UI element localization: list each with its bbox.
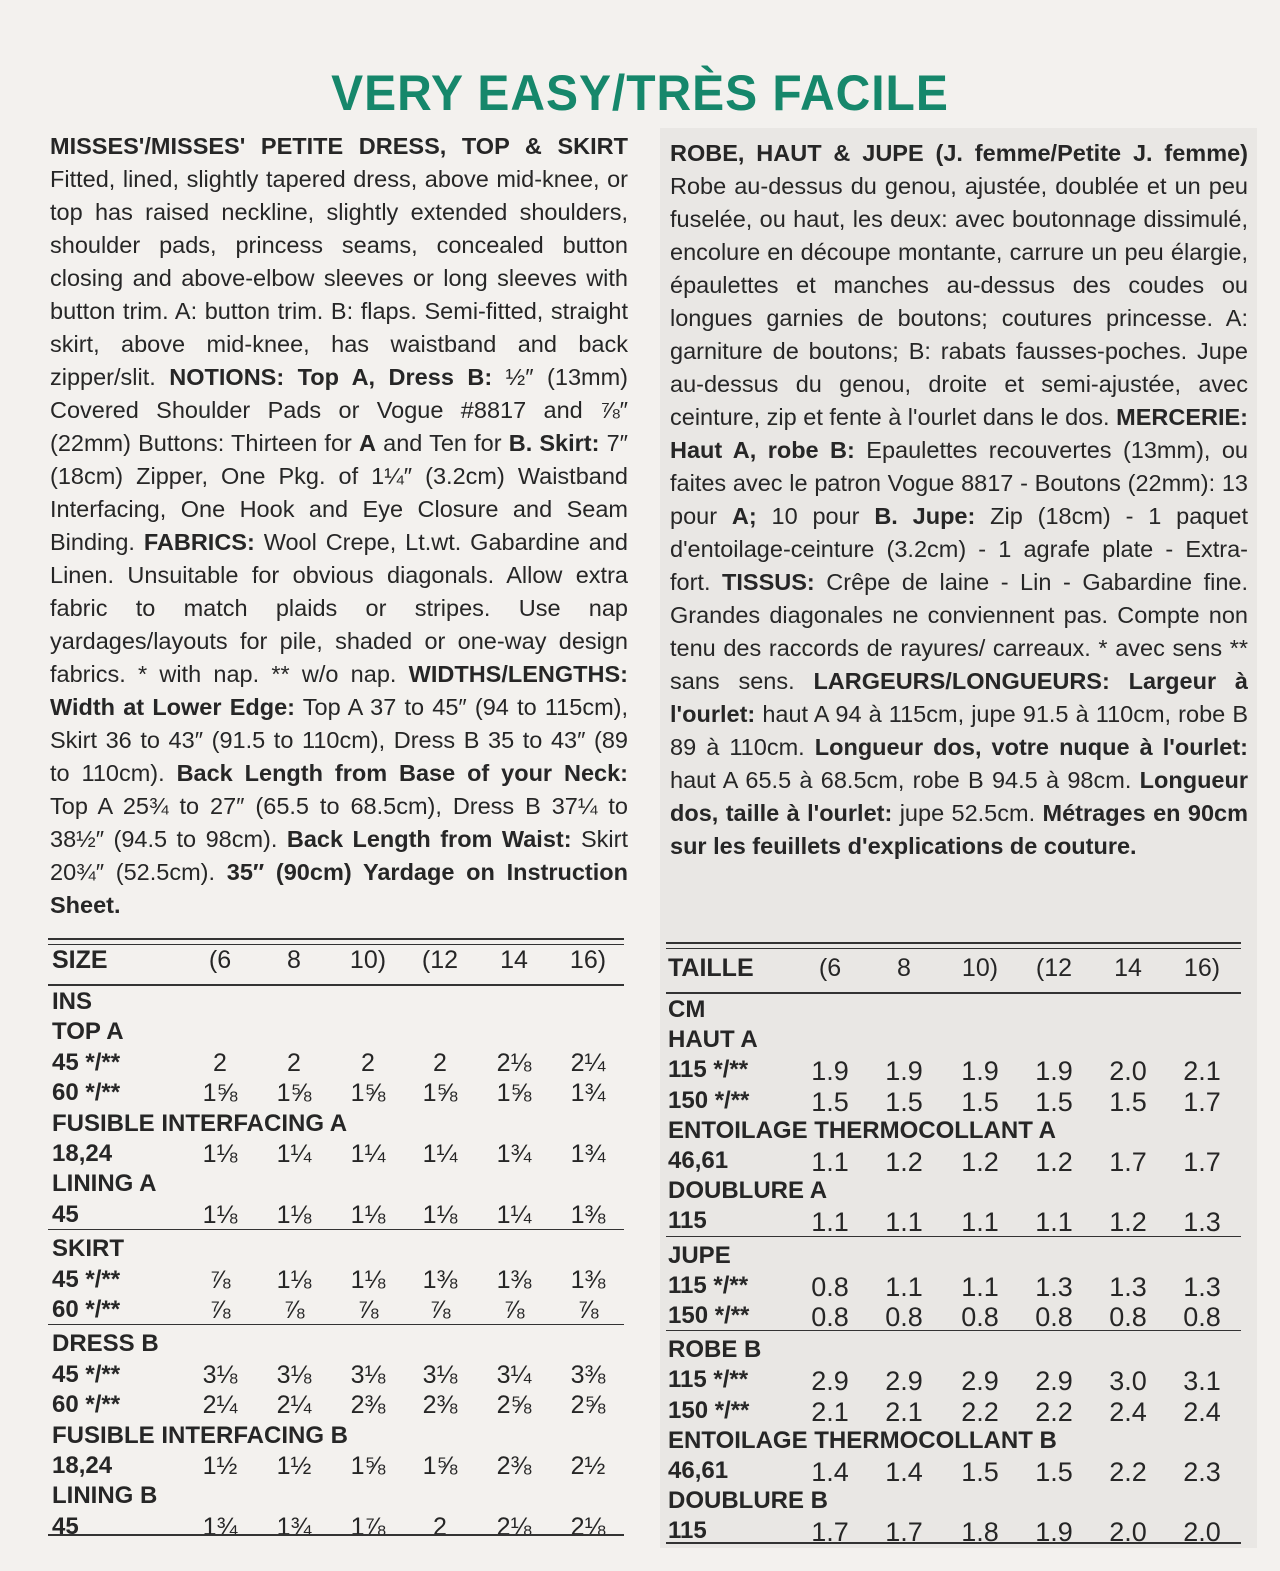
yardage-value: 1.2	[1035, 1147, 1073, 1177]
row-label: 45 */**	[52, 1048, 121, 1076]
section-rule	[48, 1324, 624, 1325]
table-top-rule	[48, 938, 624, 940]
row-label: TOP A	[52, 1018, 124, 1046]
yardage-value: 3¼	[496, 1360, 532, 1389]
row-label: 150 */**	[668, 1302, 750, 1329]
yardage-value: 1¾	[496, 1140, 532, 1168]
jupe-text: Zip (18cm) - 1 paquet d'entoilage-ceinture (3.2cm) - 1 agrafe plate - Extra-fort.	[670, 503, 1249, 595]
yardage-value: 3⅛	[202, 1360, 238, 1389]
yardage-value: 1.7	[885, 1517, 923, 1548]
table-row	[668, 1242, 1241, 1272]
yardage-value: 1⅝	[350, 1079, 386, 1108]
yardage-value: 1¾	[570, 1140, 606, 1168]
yardage-value: 2¼	[276, 1391, 312, 1420]
yardage-value: 1¼	[422, 1140, 458, 1168]
yardage-value: 1.1	[811, 1147, 849, 1177]
yardage-value: 2.9	[961, 1366, 999, 1397]
yardage-value: 1.4	[811, 1457, 849, 1487]
table-row	[52, 1170, 624, 1200]
yardage-value: 1.1	[885, 1271, 923, 1302]
table-bottom-rule	[48, 1534, 624, 1536]
english-heading: MISSES'/MISSES' PETITE DRESS, TOP & SKIRT	[50, 133, 628, 159]
yardage-value: 3⅜	[570, 1360, 606, 1389]
yardage-value: 2.0	[1183, 1517, 1221, 1548]
row-label: 46,61	[668, 1457, 729, 1484]
yardage-value: 2⅛	[496, 1048, 532, 1077]
row-label: JUPE	[668, 1241, 731, 1269]
yardage-value: 1.3	[1035, 1271, 1073, 1302]
row-label: 115 */**	[668, 1056, 749, 1084]
page-title: VERY EASY/TRÈS FACILE	[331, 65, 949, 121]
yardage-value: 1½	[276, 1452, 312, 1480]
yardage-value: 1⅛	[276, 1265, 312, 1294]
yardage-value: 1.9	[811, 1056, 849, 1087]
yardage-value: 2.4	[1183, 1396, 1221, 1427]
widths-label: WIDTHS/LENGTHS: Width at Lower Edge:	[50, 661, 628, 720]
mercerie-text: Epaulettes recouvertes (13mm), ou faites avec le patron Vogue 8817 - Boutons (22mm): 13 pour	[670, 437, 1248, 529]
yardage-value: 1⅞	[350, 1512, 386, 1541]
size-column-header: 10)	[961, 954, 999, 982]
yardage-value: 1.2	[961, 1147, 999, 1177]
mercerie-mid: 10 pour	[771, 503, 860, 529]
taille-label: Longueur dos, taille à l'ourlet:	[670, 767, 1248, 826]
waist-length-label: Back Length from Waist:	[286, 826, 572, 852]
yardage-value: 1.5	[811, 1086, 849, 1117]
yardage-value: 1⅜	[496, 1265, 532, 1294]
skirt-text: 7″ (18cm) Zipper, One Pkg. of 1¼″ (3.2cm) Waistband Interfacing, One Hook and Eye Closure and Seam Binding.	[50, 430, 628, 555]
table-header	[52, 946, 624, 980]
yardage-value: 1¼	[276, 1140, 312, 1168]
yardage-value: 2⅝	[496, 1391, 532, 1420]
row-label: DOUBLURE B	[668, 1487, 828, 1515]
largeurs-label: LARGEURS/LONGUEURS: Largeur à l'ourlet:	[670, 668, 1248, 727]
yardage-value: 1⅛	[350, 1265, 386, 1294]
row-label: 115 */**	[668, 1271, 749, 1299]
yardage-value: 1.5	[1035, 1457, 1073, 1487]
table-row	[668, 1487, 1241, 1517]
notions-label: NOTIONS: Top A, Dress B:	[169, 364, 493, 390]
longueur-text: haut A 65.5 à 68.5cm, robe B 94.5 à 98cm.	[670, 767, 1132, 793]
yardage-value: 0.8	[811, 1302, 849, 1332]
yardage-value: 2¼	[202, 1391, 238, 1420]
row-label: DOUBLURE A	[668, 1177, 828, 1205]
yardage-value: 2.0	[1109, 1517, 1147, 1548]
yardage-value: 2.3	[1183, 1457, 1221, 1487]
yardage-value: 2	[213, 1048, 227, 1077]
yardage-value: 2.1	[885, 1396, 923, 1427]
table-row	[52, 1049, 624, 1079]
table-row	[668, 996, 1241, 1026]
row-label: 18,24	[52, 1140, 113, 1167]
metrages-label: Métrages en 90cm sur les feuillets d'explications de couture.	[670, 800, 1248, 859]
yardage-value: 2.1	[1183, 1056, 1221, 1087]
row-label: 150 */**	[668, 1396, 750, 1424]
fabrics-text: Wool Crepe, Lt.wt. Gabardine and Linen. Unsuitable for obvious diagonals. Allow extra fabric to match plaids or stripes. Use nap yardages/layouts for pile, shaded or one-way design fabrics. * with nap. ** w/o nap.	[50, 529, 628, 687]
table-row	[668, 1087, 1241, 1117]
row-label: LINING A	[52, 1170, 157, 1198]
yardage-value: 2.2	[961, 1396, 999, 1427]
yardage-value: 1⅛	[422, 1200, 458, 1229]
yardage-value: 1.9	[885, 1056, 923, 1087]
row-label: 45	[52, 1200, 79, 1228]
header-rule	[48, 984, 624, 986]
size-column-header: 16)	[569, 946, 607, 974]
size-column-header: (12	[421, 946, 459, 974]
tissus-label: TISSUS:	[722, 569, 815, 595]
yardage-value: ⅞	[209, 1265, 231, 1294]
header-rule	[666, 992, 1241, 994]
yardage-value: 2⅛	[496, 1512, 532, 1541]
table-row	[668, 1397, 1241, 1427]
table-row	[668, 1302, 1241, 1332]
row-label: 115	[668, 1207, 707, 1235]
row-label: LINING B	[52, 1482, 158, 1510]
row-label: SKIRT	[52, 1235, 124, 1263]
table-row	[668, 1147, 1241, 1177]
table-row	[668, 1026, 1241, 1056]
yardage-value: 1⅝	[422, 1079, 458, 1108]
size-column-header: 14	[1114, 954, 1142, 982]
size-label: TAILLE	[668, 954, 754, 982]
yardage-value: 1⅝	[496, 1079, 532, 1108]
section-rule	[666, 1330, 1241, 1331]
yardage-value: 3⅛	[350, 1360, 386, 1389]
yardage-value: 1.9	[1035, 1056, 1073, 1087]
yardage-value: 1¼	[496, 1200, 532, 1229]
yardage-value: 1¼	[350, 1140, 386, 1168]
size-column-header: 10)	[349, 946, 387, 974]
yardage-value: 2¼	[570, 1048, 606, 1077]
size-column-header: (12	[1035, 954, 1073, 982]
yardage-value: 1⅜	[570, 1200, 606, 1229]
table-row	[52, 1296, 624, 1326]
yardage-value: 1.5	[1035, 1086, 1073, 1117]
yardage-value: 1.7	[1183, 1086, 1221, 1117]
yardage-value: 2.0	[1109, 1056, 1147, 1087]
table-row	[52, 1110, 624, 1140]
jupe-label: Jupe:	[912, 503, 976, 529]
row-label: FUSIBLE INTERFACING B	[52, 1421, 349, 1449]
yardage-value: 1.9	[1035, 1517, 1073, 1548]
waist-length-text: Skirt 20¾″ (52.5cm).	[50, 826, 628, 885]
yardage-value: 2.9	[885, 1366, 923, 1397]
largeurs-text: haut A 94 à 115cm, jupe 91.5 à 110cm, robe B 89 à 110cm.	[670, 701, 1248, 760]
table-row	[668, 1427, 1241, 1457]
section-rule	[666, 1236, 1241, 1237]
notions-text: ½″ (13mm) Covered Shoulder Pads or Vogue #8817 and ⅞″ (22mm) Buttons: Thirteen for	[50, 364, 628, 456]
yardage-value: 1.8	[961, 1517, 999, 1548]
yardage-value: 2.9	[1035, 1366, 1073, 1397]
yardage-value: 0.8	[961, 1302, 999, 1332]
row-label: 60 */**	[52, 1296, 121, 1323]
yardage-value: 1⅛	[202, 1200, 238, 1229]
row-label: 46,61	[668, 1147, 729, 1174]
yardage-value: 2	[433, 1048, 447, 1077]
yardage-value: 1.2	[1109, 1207, 1147, 1238]
yardage-value: 2⅛	[570, 1512, 606, 1541]
longueur-label: Longueur dos, votre nuque à l'ourlet:	[814, 734, 1248, 760]
fabrics-label: FABRICS:	[143, 529, 255, 555]
size-column-header: (6	[818, 954, 842, 982]
yardage-value: 1.3	[1183, 1207, 1221, 1238]
size-column-header: 16)	[1183, 954, 1221, 982]
yardage-value: 2.1	[811, 1396, 849, 1427]
row-label: 45 */**	[52, 1360, 121, 1388]
yardage-value: 2.2	[1109, 1457, 1147, 1487]
table-row	[668, 1056, 1241, 1086]
table-row	[668, 1457, 1241, 1487]
yardage-value: 1.1	[1035, 1207, 1073, 1238]
row-label: 18,24	[52, 1452, 113, 1479]
row-label: ENTOILAGE THERMOCOLLANT B	[668, 1426, 1057, 1454]
taille-text: jupe 52.5cm.	[899, 800, 1036, 826]
yardage-value: 3⅛	[276, 1360, 312, 1389]
row-label: ROBE B	[668, 1336, 762, 1364]
yardage-value: 0.8	[1109, 1302, 1147, 1332]
yardage-value: 2⅝	[570, 1391, 606, 1420]
yardage-value: 0.8	[811, 1271, 849, 1302]
french-heading: ROBE, HAUT & JUPE (J. femme/Petite J. femme)	[670, 140, 1248, 166]
mercerie-b: B.	[874, 503, 898, 529]
section-rule	[48, 1229, 624, 1230]
table-row	[668, 1207, 1241, 1237]
yardage-value: 1¾	[570, 1079, 606, 1108]
mercerie-label: MERCERIE: Haut A, robe B:	[670, 404, 1248, 463]
yardage-value: 1⅜	[422, 1265, 458, 1294]
yardage-value: 1⅜	[570, 1265, 606, 1294]
yardage-value: 1¾	[202, 1512, 238, 1541]
row-label: 115 */**	[668, 1366, 749, 1394]
yardage-value: ⅞	[357, 1296, 379, 1324]
table-top-rule-2	[666, 948, 1241, 949]
yardage-value: 0.8	[885, 1302, 923, 1332]
row-label: INS	[52, 988, 93, 1015]
yardage-value: 1.7	[811, 1517, 849, 1548]
row-label: DRESS B	[52, 1330, 159, 1358]
yardage-table-french	[666, 942, 1241, 1548]
row-label: 45 */**	[52, 1265, 121, 1293]
size-column-header: 14	[500, 946, 528, 974]
table-top-rule-2	[48, 944, 624, 945]
yardage-value: 1.9	[961, 1056, 999, 1087]
yardage-value: 2⅜	[496, 1452, 532, 1480]
mercerie-a: A;	[731, 503, 757, 529]
yardage-value: 1.1	[961, 1207, 999, 1238]
table-row	[52, 1391, 624, 1421]
yardage-value: 1⅛	[202, 1140, 238, 1168]
yardage-value: 2	[433, 1512, 447, 1541]
back-length-text: Top A 25¾ to 27″ (65.5 to 68.5cm), Dress B 37¼ to 38½″ (94.5 to 98cm).	[50, 793, 628, 852]
english-body: Fitted, lined, slightly tapered dress, above mid-knee, or top has raised neckline, slightly extended shoulders, shoulder pads, princess seams, concealed button closing and above-elbow sleeves or long sleeves with button trim. A: button trim. B: flaps. Semi-fitted, straight skirt, above mid-knee, has waistband and back zipper/slit.	[50, 166, 628, 390]
yardage-value: 0.8	[1035, 1302, 1073, 1332]
row-label: CM	[668, 996, 706, 1023]
row-label: 115	[668, 1517, 707, 1545]
table-row	[52, 1330, 624, 1360]
notions-b: B.	[508, 430, 533, 456]
english-description	[50, 130, 628, 922]
yardage-value: 1.5	[961, 1457, 999, 1487]
yardage-value: ⅞	[283, 1296, 305, 1324]
french-body: Robe au-dessus du genou, ajustée, doublée et un peu fuselée, ou haut, les deux: avec boutonnage dissimulé, encolure en découpe montante, carrure un peu élargie, épaulettes et manches au-dessus des coudes ou longues garnies de boutons; coutures princesse. A: garniture de boutons; B: rabats fausses-poches. Jupe au-dessus du genou, droite et semi-ajustée, avec ceinture, zip et fente à l'ourlet dans le dos.	[670, 173, 1248, 430]
table-row	[668, 1366, 1241, 1396]
yardage-value: 1½	[202, 1452, 238, 1480]
row-label: 45	[52, 1512, 79, 1540]
table-row	[668, 1117, 1241, 1147]
yardage-value: 2⅜	[422, 1391, 458, 1420]
yardage-value: 1.5	[1109, 1086, 1147, 1117]
yardage-value: 2	[361, 1048, 375, 1077]
yardage-value: 1⅝	[422, 1452, 458, 1480]
yardage-value: 1⅝	[350, 1452, 386, 1480]
table-row	[52, 1201, 624, 1231]
size-label: SIZE	[52, 946, 108, 974]
size-column-header: 8	[897, 954, 911, 982]
size-column-header: (6	[208, 946, 232, 974]
yardage-value: 1.1	[961, 1271, 999, 1302]
yardage-value: 1⅛	[350, 1200, 386, 1229]
yardage-value: 1⅝	[276, 1079, 312, 1108]
yardage-value: ⅞	[209, 1296, 231, 1324]
yardage-label: 35″ (90cm) Yardage on Instruction Sheet.	[50, 859, 628, 918]
yardage-value: ⅞	[429, 1296, 451, 1324]
yardage-value: 0.8	[1183, 1302, 1221, 1332]
back-length-label: Back Length from Base of your Neck:	[176, 760, 628, 786]
tissus-text: Crêpe de laine - Lin - Gabardine fine. Grandes diagonales ne conviennent pas. Compte non tenu des raccords de rayures/ carreaux. * avec sens ** sans sens.	[670, 569, 1249, 694]
yardage-value: 1.7	[1183, 1147, 1221, 1177]
table-row	[52, 1513, 624, 1543]
table-row	[668, 1177, 1241, 1207]
yardage-value: ⅞	[503, 1296, 525, 1324]
widths-text: Top A 37 to 45″ (94 to 115cm), Skirt 36 to 43″ (91.5 to 110cm), Dress B 35 to 43″ (89 to 110cm).	[50, 694, 629, 786]
yardage-value: 1⅛	[276, 1200, 312, 1229]
yardage-value: 2⅜	[350, 1391, 386, 1420]
table-row	[668, 1272, 1241, 1302]
table-row	[52, 1018, 624, 1048]
yardage-value: 1⅝	[202, 1079, 238, 1108]
yardage-value: 2.2	[1035, 1396, 1073, 1427]
row-label: HAUT A	[668, 1026, 758, 1054]
table-row	[668, 1336, 1241, 1366]
table-row	[52, 1452, 624, 1482]
yardage-value: 1.4	[885, 1457, 923, 1487]
notions-a: A	[359, 430, 376, 456]
skirt-label: Skirt:	[539, 430, 600, 456]
yardage-value: 2½	[570, 1452, 606, 1480]
yardage-value: 1.3	[1183, 1271, 1221, 1302]
yardage-value: 1.5	[961, 1086, 999, 1117]
yardage-value: 2.9	[811, 1366, 849, 1397]
table-bottom-rule	[666, 1542, 1241, 1544]
yardage-value: 1.2	[885, 1147, 923, 1177]
row-label: 60 */**	[52, 1079, 121, 1107]
table-row	[52, 1422, 624, 1452]
yardage-value: 1.7	[1109, 1147, 1147, 1177]
table-top-rule	[666, 942, 1241, 944]
yardage-value: ⅞	[577, 1296, 599, 1324]
yardage-value: 3.0	[1109, 1366, 1147, 1397]
yardage-value: 1.5	[885, 1086, 923, 1117]
table-row	[52, 1482, 624, 1512]
row-label: 60 */**	[52, 1391, 121, 1419]
table-row	[52, 1079, 624, 1109]
yardage-table-english	[48, 938, 624, 1541]
table-row	[52, 1266, 624, 1296]
row-label: FUSIBLE INTERFACING A	[52, 1109, 348, 1137]
yardage-value: 2.4	[1109, 1396, 1147, 1427]
table-header	[668, 954, 1241, 988]
notions-and: and Ten for	[383, 430, 502, 456]
yardage-value: 1.1	[811, 1207, 849, 1238]
french-description	[670, 137, 1248, 863]
size-column-header: 8	[287, 946, 301, 974]
row-label: ENTOILAGE THERMOCOLLANT A	[668, 1116, 1056, 1144]
table-row	[52, 1140, 624, 1170]
table-row	[52, 988, 624, 1018]
yardage-value: 3.1	[1183, 1366, 1221, 1397]
row-label: 150 */**	[668, 1086, 750, 1114]
table-row	[52, 1361, 624, 1391]
yardage-value: 3⅛	[422, 1360, 458, 1389]
yardage-value: 1.3	[1109, 1271, 1147, 1302]
yardage-value: 1.1	[885, 1207, 923, 1238]
table-row	[52, 1235, 624, 1265]
yardage-value: 2	[287, 1048, 301, 1077]
yardage-value: 1¾	[276, 1512, 312, 1541]
